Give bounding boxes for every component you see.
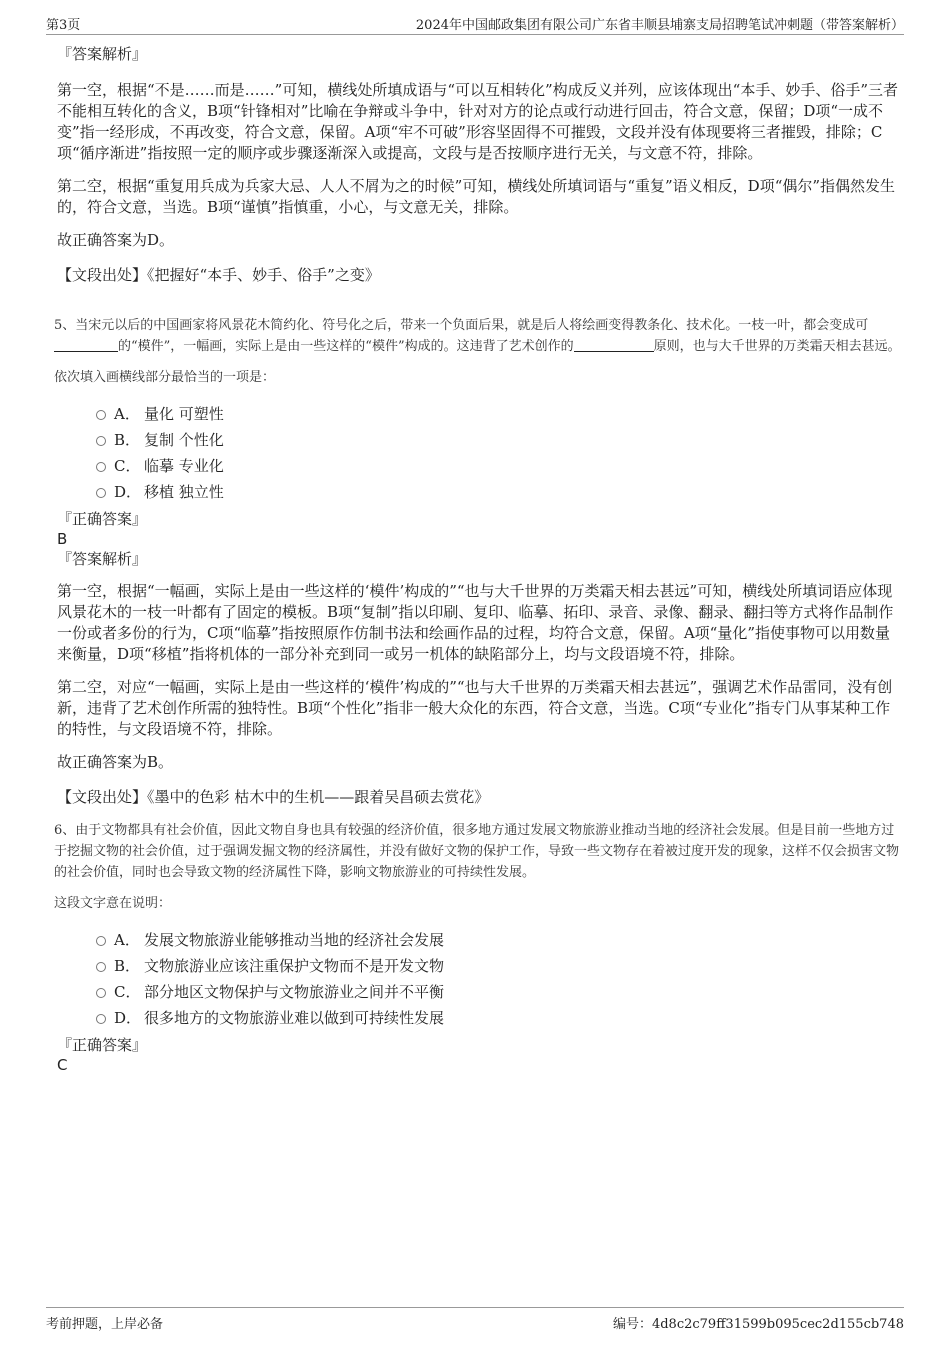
- radio-icon[interactable]: [96, 988, 106, 998]
- analysis-tag: 『答案解析』: [57, 550, 148, 568]
- option-a[interactable]: A． 发展文物旅游业能够推动当地的经济社会发展: [94, 927, 904, 953]
- analysis-paragraph-2: 第二空，根据“重复用兵成为兵家大忌、人人不屑为之的时候”可知，横线处所填词语与“重复”语义相反，D项“偶尔”指偶然发生的，符合文意，当选。B项“谨慎”指慎重，小心，与文意无关，排除。: [57, 177, 896, 216]
- blank-1: [54, 337, 118, 352]
- radio-icon[interactable]: [96, 488, 106, 498]
- page-number: 第3页: [46, 18, 81, 33]
- option-d[interactable]: D． 很多地方的文物旅游业难以做到可持续性发展: [94, 1005, 904, 1031]
- page-content: [54, 44, 904, 1075]
- correct-answer: B: [57, 530, 68, 548]
- option-b[interactable]: B． 复制 个性化: [94, 427, 904, 453]
- question-stem: 5、当宋元以后的中国画家将风景花木简约化、符号化之后，带来一个负面后果，就是后人将绘画变得教条化、技术化。一枝一叶，都会变成可的“模件”，一幅画，实际上是由一些这样的“模件”构成的。这违背了艺术创作的 原则，也与大千世界的万类霜天相去甚远。: [54, 318, 901, 354]
- option-b[interactable]: B． 文物旅游业应该注重保护文物而不是开发文物: [94, 953, 904, 979]
- radio-icon[interactable]: [96, 962, 106, 972]
- footer-slogan: 考前押题，上岸必备: [46, 1317, 164, 1332]
- radio-icon[interactable]: [96, 410, 106, 420]
- question-6: [54, 820, 904, 1075]
- q4-analysis: [54, 44, 904, 286]
- correct-answer-tag: 『正确答案』: [57, 510, 148, 528]
- option-a[interactable]: A． 量化 可塑性: [94, 401, 904, 427]
- option-c[interactable]: C． 临摹 专业化: [94, 453, 904, 479]
- document-title: 2024年中国邮政集团有限公司广东省丰顺县埔寨支局招聘笔试冲刺题（带答案解析）: [415, 18, 904, 33]
- conclusion: 故正确答案为B。: [57, 753, 174, 771]
- page-header: [46, 12, 904, 35]
- correct-answer-tag: 『正确答案』: [57, 1036, 148, 1054]
- document-id: 编号：4d8c2c79ff31599b095cec2d155cb748: [612, 1317, 904, 1332]
- conclusion: 故正确答案为D。: [57, 231, 175, 249]
- analysis-paragraph-1: 第一空，根据“不是……而是……”可知，横线处所填成语与“可以互相转化”构成反义并列，应该体现出“本手、妙手、俗手”三者不能相互转化的含义，B项“针锋相对”比喻在争辩或斗争中，针对对方的论点或行动进行回击，符合文意，保留；D项“一成不变”指一经形成，不再改变，符合文意，保留。A项“牢不可破”形容坚固得不可摧毁，文段并没有体现要将三者摧毁，排除；C项“循序渐进”指按照一定的顺序或步骤逐渐深入或提高，文段与是否按顺序进行无关，与文意不符，排除。: [57, 81, 899, 162]
- question-prompt: 这段文字意在说明：: [54, 896, 172, 911]
- analysis-paragraph-2: 第二空，对应“一幅画，实际上是由一些这样的‘模件’构成的”“也与大千世界的万类霜天相去甚远”，强调艺术作品雷同，没有创新，违背了艺术创作所需的独特性。B项“个性化”指非一般大众化的东西，符合文意，当选。C项“专业化”指专门从事某种工作的特性，与文段语境不符，排除。: [57, 678, 893, 738]
- analysis-paragraph-1: 第一空，根据“一幅画，实际上是由一些这样的‘模件’构成的”“也与大千世界的万类霜天相去甚远”可知，横线处所填词语应体现风景花木的一枝一叶都有了固定的模板。B项“复制”指以印刷、复印、临摹、拓印、录音、录像、翻录、翻扫等方式将作品制作一份或者多份的行为，C项“临摹”指按照原作仿制书法和绘画作品的过程，均符合文意，保留。A项“量化”指使事物可以用数量来衡量，D项“移植”指将机体的一部分补充到同一或另一机体的缺陷部分上，均与文段语境不符，排除。: [57, 582, 894, 663]
- radio-icon[interactable]: [96, 462, 106, 472]
- options-list: [94, 401, 904, 505]
- source-note: 【文段出处】《墨中的色彩 枯木中的生机——跟着吴昌硕去赏花》: [57, 788, 490, 806]
- question-stem: 6、由于文物都具有社会价值，因此文物自身也具有较强的经济价值，很多地方通过发展文物旅游业推动当地的经济社会发展。但是目前一些地方过于挖掘文物的社会价值，过于强调发掘文物的经济属性，并没有做好文物的保护工作，导致一些文物存在着被过度开发的现象，这样不仅会损害文物的社会价值，同时也会导致文物的经济属性下降，影响文物旅游业的可持续性发展。: [54, 823, 900, 880]
- correct-answer: C: [57, 1056, 68, 1074]
- analysis-tag: 『答案解析』: [57, 45, 148, 63]
- options-list: [94, 927, 904, 1031]
- question-prompt: 依次填入画横线部分最恰当的一项是：: [54, 370, 276, 385]
- question-5: [54, 315, 904, 808]
- option-c[interactable]: C． 部分地区文物保护与文物旅游业之间并不平衡: [94, 979, 904, 1005]
- option-d[interactable]: D． 移植 独立性: [94, 479, 904, 505]
- radio-icon[interactable]: [96, 936, 106, 946]
- radio-icon[interactable]: [96, 1014, 106, 1024]
- blank-2: [574, 337, 654, 352]
- source-note: 【文段出处】《把握好“本手、妙手、俗手”之变》: [57, 266, 380, 284]
- radio-icon[interactable]: [96, 436, 106, 446]
- page-footer: [46, 1307, 904, 1334]
